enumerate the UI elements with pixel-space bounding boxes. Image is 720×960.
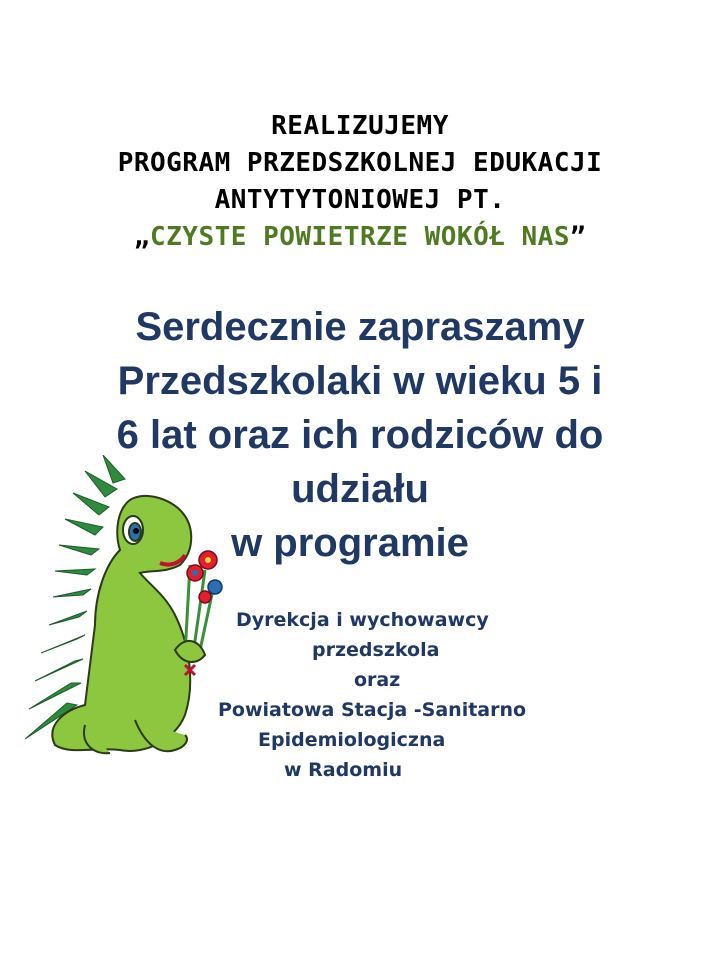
signature-line-2: przedszkola (312, 639, 440, 661)
signature-line-5: Epidemiologiczna (258, 729, 446, 751)
heading-line-2: PROGRAM PRZEDSZKOLNEJ EDUKACJI (117, 148, 603, 178)
signature-line-3: oraz (354, 669, 401, 691)
invitation-line-1: Serdecznie zapraszamy (135, 305, 585, 349)
heading-line-1: REALIZUJEMY (271, 111, 449, 141)
invitation-line-4: udziału (291, 467, 429, 511)
flowers-icon (175, 551, 222, 675)
invitation-line-5: w programie (231, 521, 469, 565)
signature-line-4: Powiatowa Stacja -Sanitarno (218, 699, 527, 721)
signature-line-6: w Radomiu (284, 759, 403, 781)
invitation-line-2: Przedszkolaki w wieku 5 i (117, 359, 603, 403)
heading-line-3: ANTYTYTONIOWEJ PT. (214, 185, 506, 215)
signature-line-1: Dyrekcja i wychowawcy (236, 609, 489, 631)
heading-line-4 (0, 219, 720, 256)
dinosaur-body (52, 496, 191, 753)
quote-open: „ (133, 222, 150, 252)
quote-close: ” (570, 222, 587, 252)
program-heading (0, 108, 720, 256)
invitation-line-3: 6 lat oraz ich rodziców do (116, 413, 604, 457)
dinosaur-illustration (25, 455, 235, 765)
program-name: CZYSTE POWIETRZE WOKÓŁ NAS (150, 222, 570, 252)
